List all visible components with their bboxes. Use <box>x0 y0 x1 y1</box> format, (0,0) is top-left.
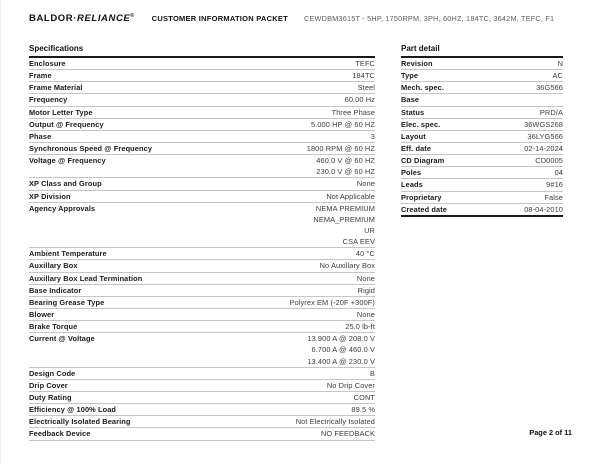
table-row-line <box>401 192 563 203</box>
table-row-line <box>29 333 375 344</box>
row-label: Created date <box>401 204 447 214</box>
row-value: 184TC <box>352 71 375 81</box>
table-row <box>401 58 563 70</box>
row-value: 1800 RPM @ 60 HZ <box>306 144 375 154</box>
part-detail-section <box>401 44 563 217</box>
table-row-line <box>401 179 563 190</box>
table-row <box>401 155 563 167</box>
table-row-line <box>29 416 375 427</box>
table-row-line <box>29 58 375 69</box>
table-row-line <box>29 225 375 236</box>
table-row-line <box>29 143 375 154</box>
table-row <box>29 416 375 428</box>
row-value: NEMA_PREMIUM <box>313 214 375 224</box>
row-value: Steel <box>357 83 375 93</box>
table-row <box>29 260 375 272</box>
row-value: N <box>557 59 563 69</box>
table-row-line <box>29 260 375 271</box>
row-label: Auxillary Box Lead Termination <box>29 273 143 283</box>
specifications-section <box>29 44 375 441</box>
row-value: 36LYG566 <box>527 131 563 141</box>
table-row <box>401 204 563 215</box>
row-label: Synchronous Speed @ Frequency <box>29 144 153 154</box>
row-label: Brake Torque <box>29 322 78 332</box>
row-label: Blower <box>29 310 55 320</box>
row-label: Frequency <box>29 95 68 105</box>
row-value: Not Applicable <box>326 191 375 201</box>
row-value: 36WGS268 <box>523 119 563 129</box>
table-row-line <box>29 107 375 118</box>
row-label: Type <box>401 71 419 81</box>
row-label: Feedback Device <box>29 429 91 439</box>
row-value: Not Electrically Isolated <box>295 417 375 427</box>
table-row <box>401 131 563 143</box>
table-row-line <box>29 368 375 379</box>
table-row <box>29 404 375 416</box>
table-row <box>401 119 563 131</box>
table-row-line <box>29 248 375 259</box>
table-row-line <box>29 191 375 202</box>
table-row <box>29 178 375 190</box>
row-label: Ambient Temperature <box>29 249 107 259</box>
table-row <box>29 119 375 131</box>
table-row <box>29 273 375 285</box>
row-value: 08-04-2010 <box>524 204 563 214</box>
specifications-title: Specifications <box>29 44 84 53</box>
row-label: Proprietary <box>401 192 442 202</box>
row-value: 02-14-2024 <box>524 144 563 154</box>
row-value: 3 <box>370 131 375 141</box>
table-row <box>29 58 375 70</box>
row-label: CD Diagram <box>401 156 445 166</box>
row-label: Auxillary Box <box>29 261 78 271</box>
table-row <box>29 191 375 203</box>
table-row-line <box>401 131 563 142</box>
table-row <box>29 380 375 392</box>
row-label: Frame <box>29 71 52 81</box>
product-code: CEWDBM3615T - 5HP, 1750RPM, 3PH, 60HZ, 184TC, 3642M, TEFC, F1 <box>304 14 555 24</box>
table-row <box>29 155 375 178</box>
table-row <box>29 70 375 82</box>
row-label: Poles <box>401 168 422 178</box>
table-row <box>29 248 375 260</box>
table-row-line <box>29 309 375 320</box>
row-value: PRD/A <box>539 107 563 117</box>
row-label: Revision <box>401 59 433 69</box>
row-value: CONT <box>353 393 375 402</box>
row-label: Phase <box>29 131 52 141</box>
table-row <box>29 107 375 119</box>
row-value: 460.0 V @ 60 HZ <box>316 156 375 166</box>
table-row <box>401 107 563 119</box>
table-row <box>401 70 563 82</box>
row-value: None <box>356 273 375 283</box>
row-value: 40 °C <box>355 249 375 259</box>
baldor-reliance-logo <box>29 13 135 24</box>
table-row <box>29 203 375 249</box>
table-row-line <box>401 167 563 178</box>
table-row <box>401 94 563 106</box>
table-row-line <box>29 392 375 403</box>
row-value: No Drip Cover <box>326 380 375 390</box>
row-value: 6.700 A @ 460.0 V <box>311 345 375 355</box>
page-number: Page 2 of 11 <box>529 428 572 437</box>
table-row <box>29 131 375 143</box>
table-row-line <box>401 155 563 166</box>
brand-baldor-text: BALDOR <box>29 13 74 25</box>
row-value: 230.0 V @ 60 HZ <box>316 167 375 177</box>
document-header <box>29 13 580 24</box>
row-value: 5.000 HP @ 60 HZ <box>310 119 375 129</box>
row-value: 25.0 lb-ft <box>345 322 375 332</box>
document-title: CUSTOMER INFORMATION PACKET <box>151 14 289 24</box>
table-row-line <box>401 119 563 130</box>
row-label: Frame Material <box>29 83 83 93</box>
table-row-line <box>401 70 563 81</box>
table-row-line <box>29 356 375 367</box>
table-row-line <box>401 143 563 154</box>
row-label: Base <box>401 95 420 105</box>
row-label: Mech. spec. <box>401 83 444 93</box>
table-row-line <box>401 82 563 93</box>
table-row-line <box>401 94 563 105</box>
row-value: 36G566 <box>536 83 563 93</box>
part-detail-title: Part detail <box>401 44 440 53</box>
brand-reliance-text: RELIANCE <box>77 13 131 25</box>
table-row-line <box>29 297 375 308</box>
table-row-line <box>29 94 375 105</box>
table-row-line <box>29 321 375 332</box>
row-value: NO FEEDBACK <box>320 429 375 439</box>
table-row-line <box>29 203 375 214</box>
table-row-line <box>29 119 375 130</box>
specifications-table <box>29 56 375 441</box>
table-row-line <box>29 166 375 177</box>
row-label: XP Division <box>29 191 71 201</box>
row-value: 60.00 Hz <box>344 95 375 105</box>
row-label: Duty Rating <box>29 393 72 402</box>
table-row <box>29 94 375 106</box>
table-row <box>29 297 375 309</box>
table-row-line <box>29 178 375 189</box>
table-row-line <box>29 285 375 296</box>
row-label: Drip Cover <box>29 380 68 390</box>
table-row <box>401 143 563 155</box>
table-row <box>29 428 375 440</box>
table-row-line <box>29 70 375 81</box>
row-value: Rigid <box>357 285 375 295</box>
table-row <box>29 392 375 404</box>
row-value: 9#16 <box>546 180 563 190</box>
table-row-line <box>401 204 563 215</box>
row-value: 13.900 A @ 208.0 V <box>307 334 375 344</box>
row-value: None <box>356 310 375 320</box>
row-label: Layout <box>401 131 426 141</box>
row-label: Electrically Isolated Bearing <box>29 417 131 427</box>
row-label: Output @ Frequency <box>29 119 104 129</box>
table-row-line <box>29 380 375 391</box>
row-label: Agency Approvals <box>29 203 96 213</box>
table-row-line <box>29 344 375 355</box>
row-value: 13.400 A @ 230.0 V <box>307 356 375 366</box>
brand-separator-dot: · <box>73 13 78 25</box>
table-row-line <box>29 82 375 93</box>
table-row <box>29 285 375 297</box>
row-value: NEMA PREMIUM <box>315 203 375 213</box>
row-label: Bearing Grease Type <box>29 297 105 307</box>
table-row <box>29 321 375 333</box>
row-value: CSA EEV <box>342 237 375 247</box>
table-row-line <box>29 131 375 142</box>
table-row-line <box>401 58 563 69</box>
row-label: Status <box>401 107 425 117</box>
part-detail-table <box>401 56 563 217</box>
row-label: Efficiency @ 100% Load <box>29 405 117 415</box>
row-value: False <box>544 192 563 202</box>
row-label: Base Indicator <box>29 285 82 295</box>
row-value: AC <box>552 71 563 81</box>
table-row-line <box>401 107 563 118</box>
table-row <box>401 179 563 191</box>
table-row-line <box>29 214 375 225</box>
row-label: Leads <box>401 180 423 190</box>
row-label: Motor Letter Type <box>29 107 93 117</box>
table-row-line <box>29 236 375 247</box>
row-value: None <box>356 179 375 189</box>
row-value: B <box>369 368 375 378</box>
row-label: XP Class and Group <box>29 179 102 189</box>
table-row <box>401 167 563 179</box>
row-value: Three Phase <box>331 107 375 117</box>
table-row <box>401 192 563 204</box>
table-row <box>29 368 375 380</box>
table-row <box>29 333 375 367</box>
row-label: Elec. spec. <box>401 119 441 129</box>
table-row-line <box>29 273 375 284</box>
row-value: UR <box>364 226 375 236</box>
table-row <box>401 82 563 94</box>
row-label: Enclosure <box>29 59 66 69</box>
registered-trademark-icon: ® <box>130 13 135 19</box>
table-row <box>29 309 375 321</box>
row-value: CD0005 <box>535 156 563 166</box>
row-value: 04 <box>554 168 563 178</box>
row-value: 89.5 % <box>351 405 375 415</box>
row-value: No Auxillary Box <box>319 261 375 271</box>
row-value: TEFC <box>355 59 375 69</box>
row-label: Design Code <box>29 368 76 378</box>
table-row <box>29 82 375 94</box>
table-row-line <box>29 404 375 415</box>
row-label: Eff. date <box>401 144 432 154</box>
row-value: Polyrex EM (-20F +300F) <box>289 297 375 307</box>
row-label: Current @ Voltage <box>29 334 95 344</box>
row-label: Voltage @ Frequency <box>29 156 106 166</box>
table-row <box>29 143 375 155</box>
table-row-line <box>29 155 375 166</box>
table-row-line <box>29 428 375 439</box>
